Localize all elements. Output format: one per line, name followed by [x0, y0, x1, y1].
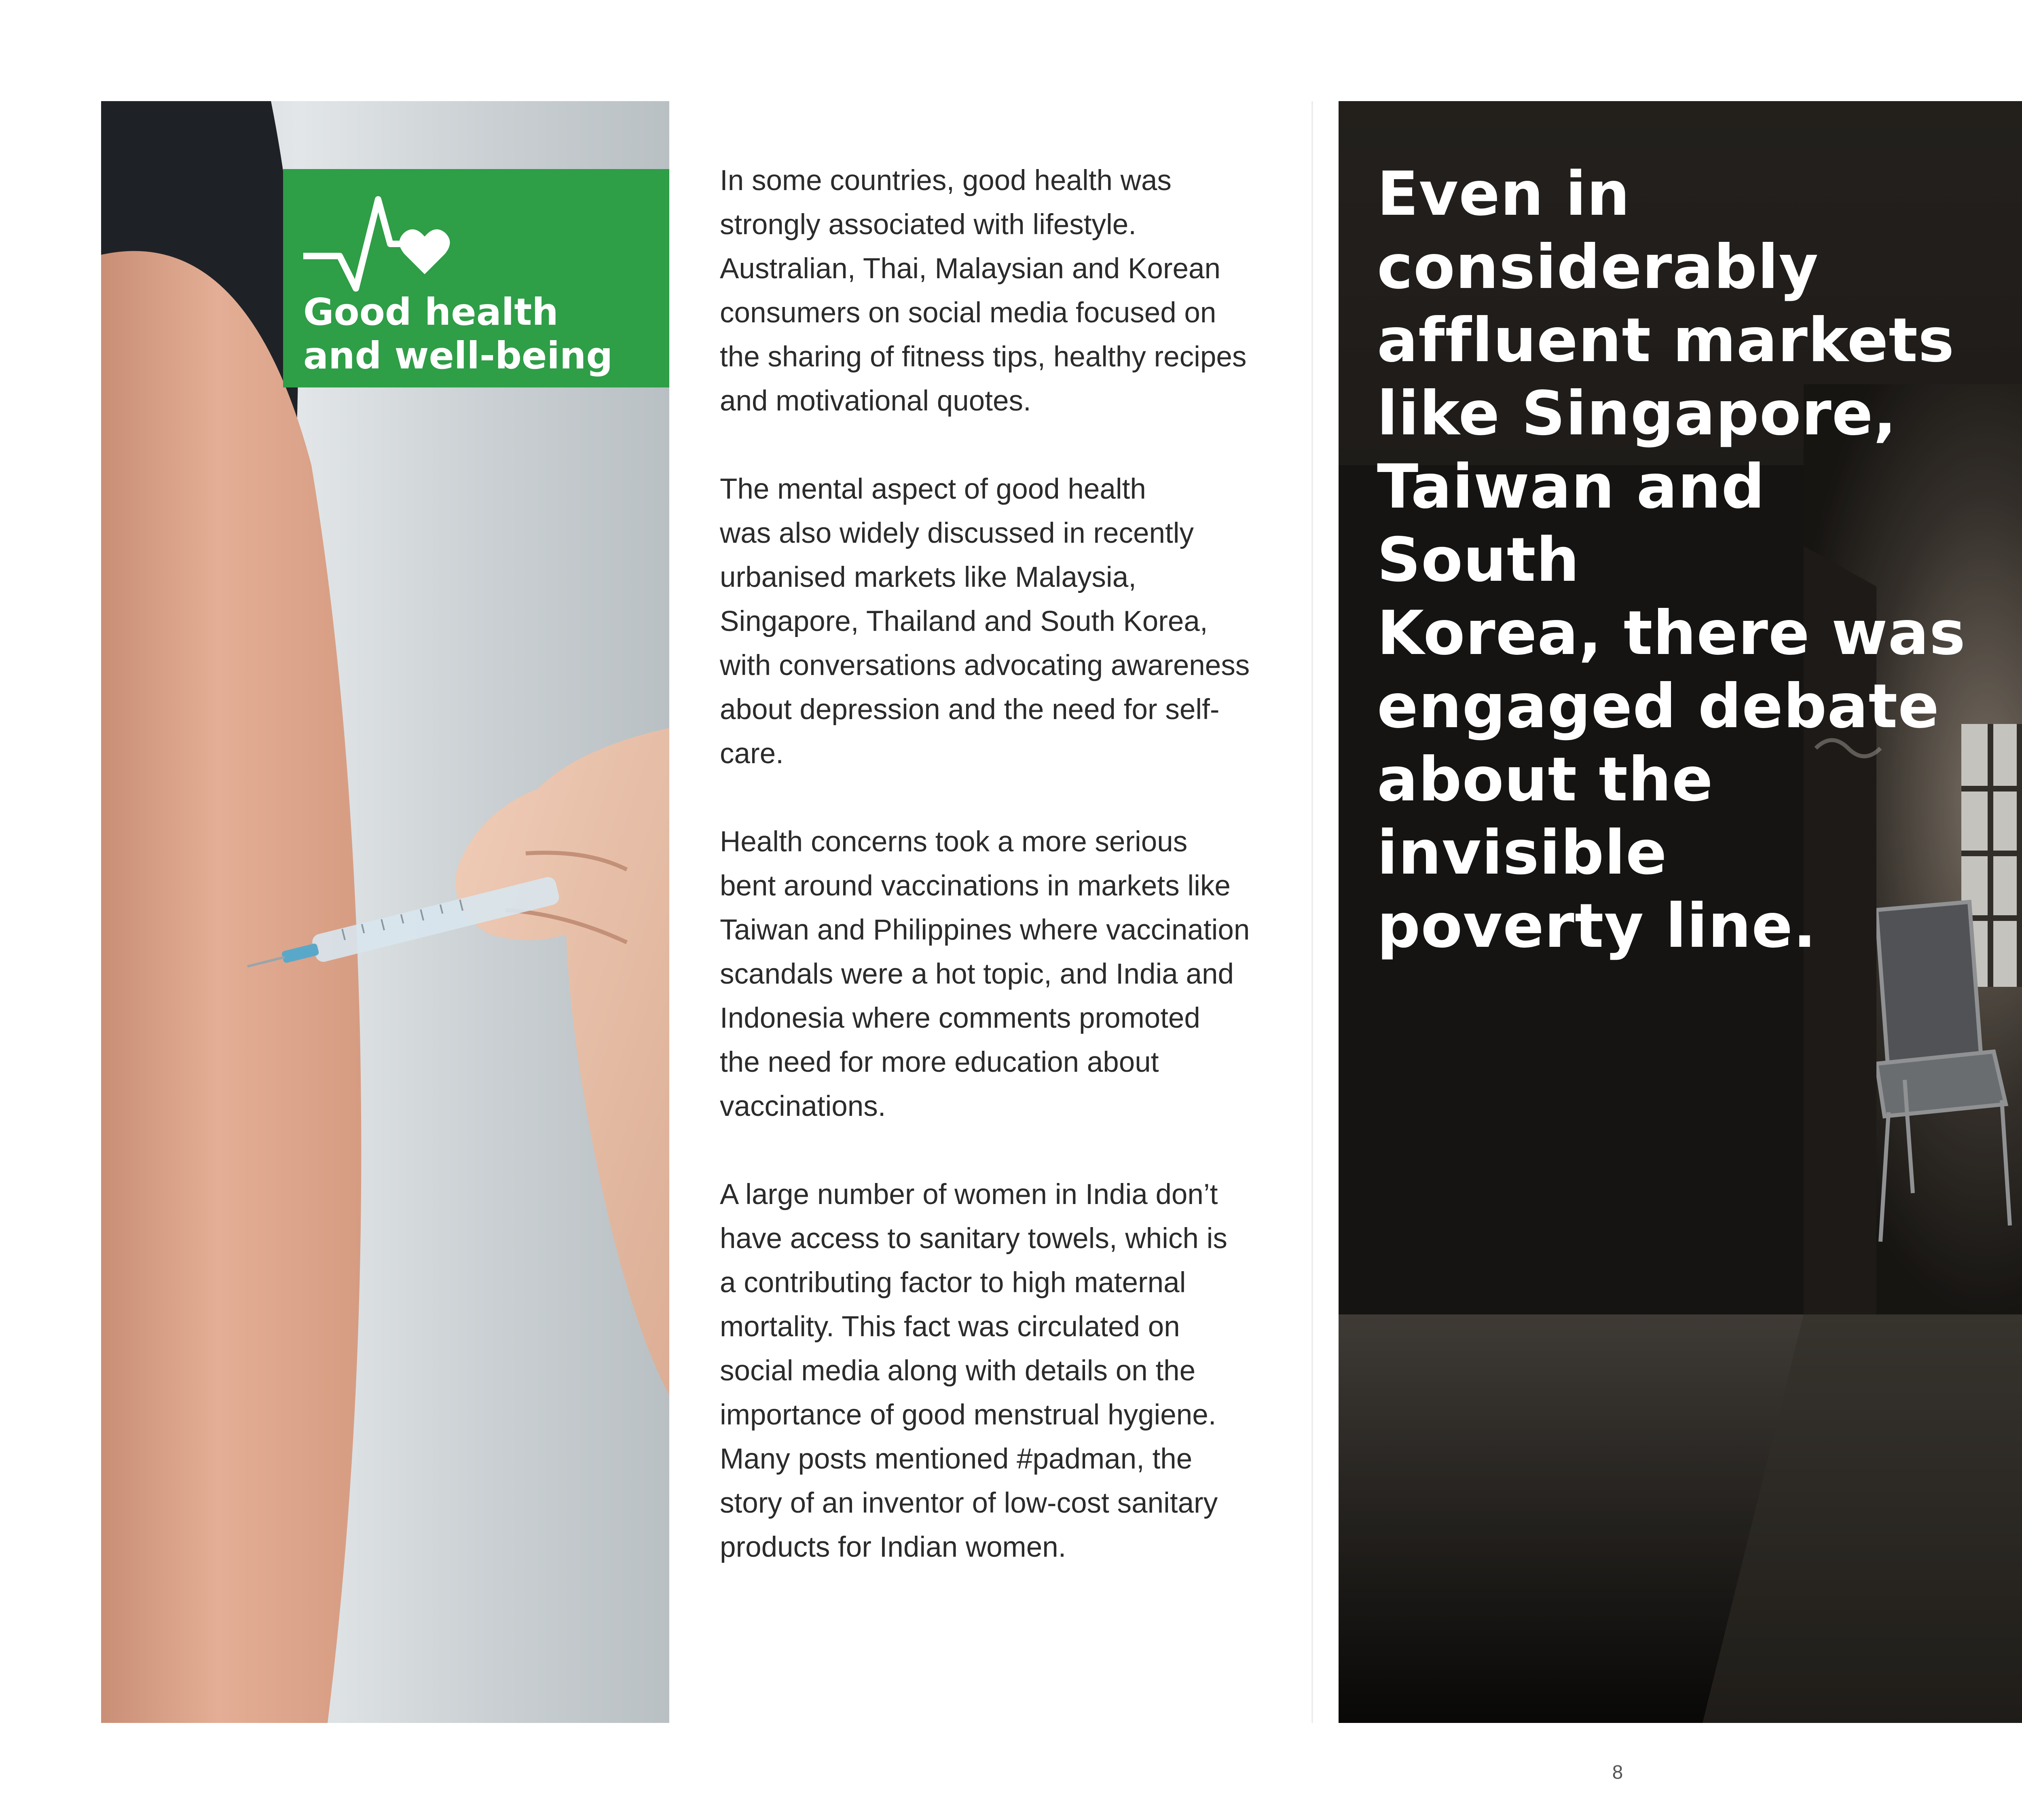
good-health-badge — [283, 169, 669, 387]
health-body-text — [720, 159, 1310, 1613]
heartbeat-heart-icon — [303, 187, 453, 296]
page-number: 8 — [1612, 1762, 1623, 1783]
health-paragraph: A large number of women in India don’t have access to sanitary towels, which is a contributing factor to high maternal mortality. This fact was circulated on social media along with details on the importance of good menstrual hygiene. Many posts mentioned #padman, the story of an inventor of low-cost sanitary products for Indian women. — [720, 1179, 1227, 1563]
page-fold-divider — [1311, 101, 1313, 1723]
pull-quote: Even in considerably affluent markets like Singapore, Taiwan and South Korea, there was engaged debate about the invisible poverty line. — [1377, 159, 1966, 961]
health-paragraph: The mental aspect of good health was also widely discussed in recently urbanised markets like Malaysia, Singapore, Thailand and South Korea, with conversations advocating awareness about depression and the need for self- care. — [720, 473, 1250, 770]
health-paragraph: In some countries, good health was strongly associated with lifestyle. Australian, Thai, Malaysian and Korean consumers on social media focused on the sharing of fitness tips, healthy recipes and motivational quotes. — [720, 165, 1247, 417]
health-paragraph: Health concerns took a more serious bent around vaccinations in markets like Taiwan and Philippines where vaccination scandals were a hot topic, and India and Indonesia where comments promoted the need for more education about vaccinations. — [720, 826, 1250, 1122]
good-health-label: Good health and well-being — [303, 290, 613, 377]
abandoned-room-photo — [1339, 101, 2022, 1723]
